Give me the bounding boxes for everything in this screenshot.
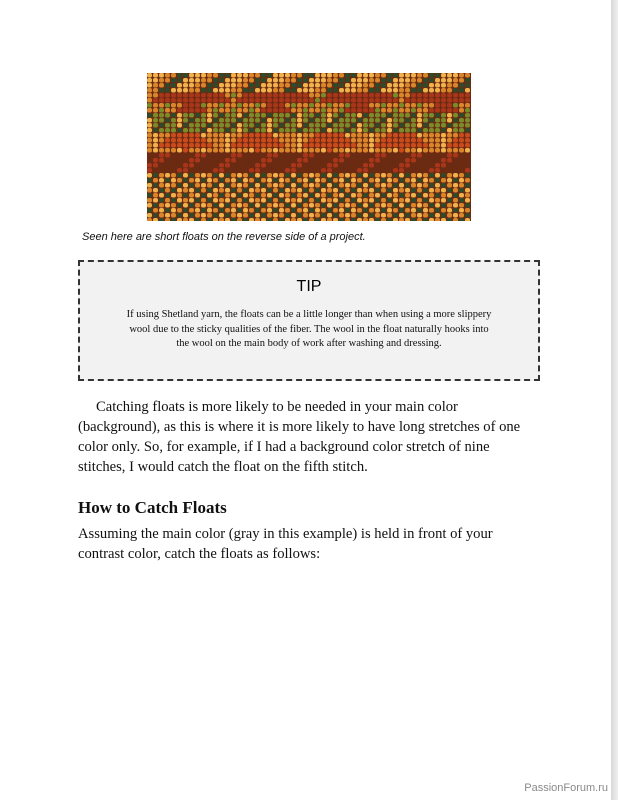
watermark: PassionForum.ru: [524, 782, 608, 794]
page-edge: [611, 0, 618, 800]
photo-caption: Seen here are short floats on the reverse side of a project.: [82, 231, 366, 243]
body-paragraph: Catching floats is more likely to be needed in your main color (background), as this is where it is more likely to have long stretches of one color only. So, for example, if I had a background color stretch of nine stitches, I would catch the float on the fifth stitch.: [78, 399, 521, 475]
body-paragraph-2: Assuming the main color (gray in this example) is held in front of your contrast color, catch the floats as follows:: [78, 526, 493, 562]
knitting-photo: [147, 73, 471, 221]
tip-box: [78, 260, 540, 381]
tip-text: If using Shetland yarn, the floats can be a little longer than when using a more slippery wool due to the sticky qualities of the fiber. The wool in the float naturally hooks into the wool on the main body of work after washing and dressing.: [126, 309, 492, 349]
section-heading: How to Catch Floats: [78, 498, 227, 517]
tip-title: TIP: [296, 278, 322, 295]
